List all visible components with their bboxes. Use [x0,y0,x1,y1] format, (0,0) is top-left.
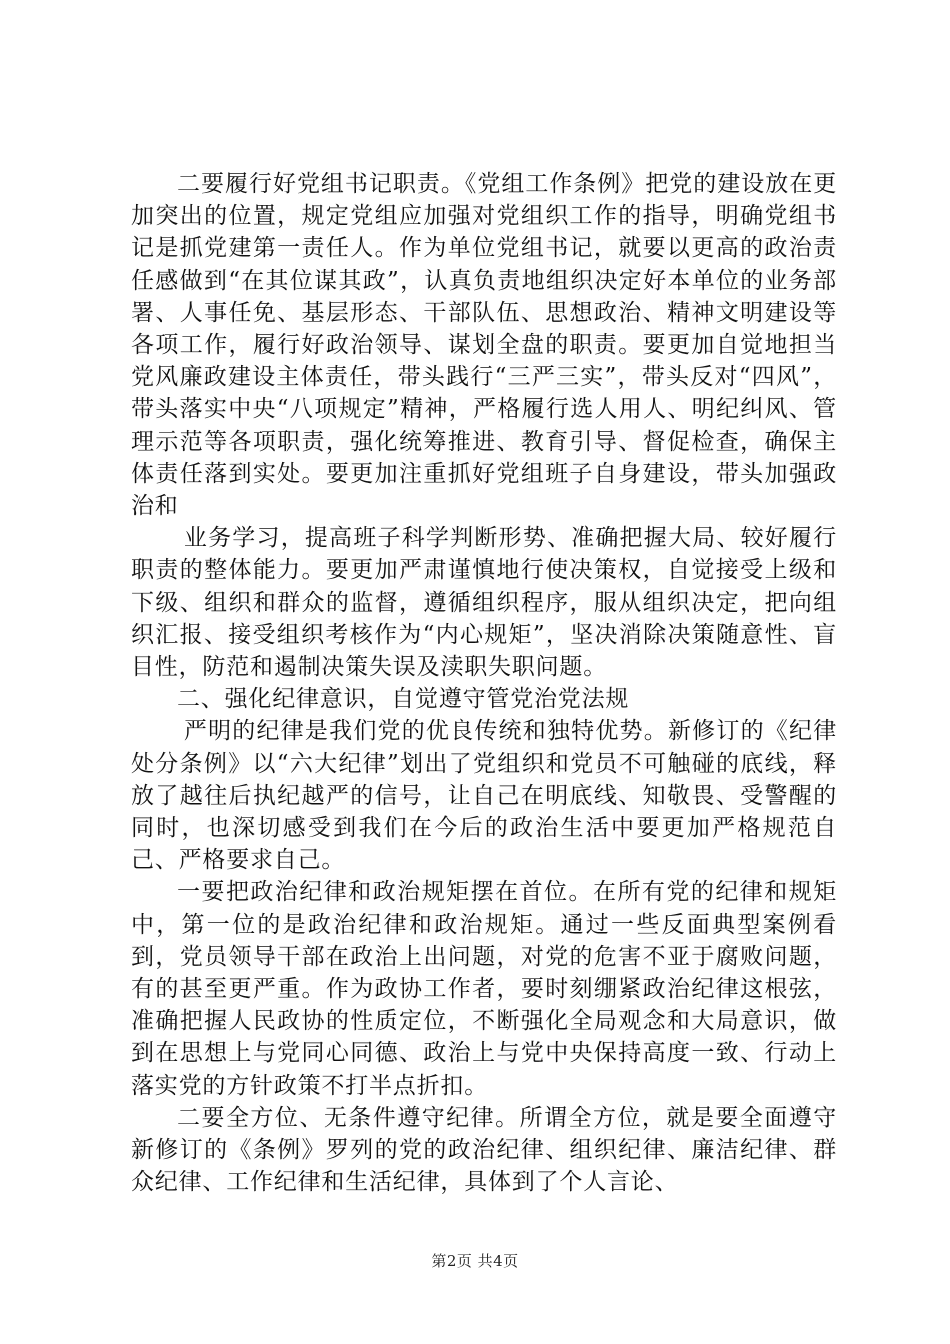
paragraph-study-and-decision: 业务学习，提高班子科学判断形势、准确把握大局、较好履行职责的整体能力。要更加严肃谨慎地行使决策权，自觉接受上级和下级、组织和群众的监督，遵循组织程序，服从组织决定，把向组织汇报、接受组织考核作为“内心规矩”，坚决消除决策随意性、盲目性，防范和遏制决策失误及渎职失职问题。 [131,525,837,681]
paragraph-all-round-discipline: 二要全方位、无条件遵守纪律。所谓全方位，就是要全面遵守新修订的《条例》罗列的党的政治纪律、组织纪律、廉洁纪律、群众纪律、工作纪律和生活纪律，具体到了个人言论、 [131,1104,837,1196]
page-footer: 第2页 共4页 [431,1252,519,1270]
document-body [131,168,837,1199]
paragraph-strict-discipline: 严明的纪律是我们党的优良传统和独特优势。新修订的《纪律处分条例》以“六大纪律”划出了党组织和党员不可触碰的底线，释放了越往后执纪越严的信号，让自己在明底线、知敬畏、受警醒的同时，也深切感受到我们在今后的政治生活中要更加严格规范自己、严格要求自己。 [131,718,837,874]
paragraph-party-secretary-duties: 二要履行好党组书记职责。《党组工作条例》把党的建设放在更加突出的位置，规定党组应加强对党组织工作的指导，明确党组书记是抓党建第一责任人。作为单位党组书记，就要以更高的政治责任感做到“在其位谋其政”，认真负责地组织决定好本单位的业务部署、人事任免、基层形态、干部队伍、思想政治、精神文明建设等各项工作，履行好政治领导、谋划全盘的职责。要更加自觉地担当党风廉政建设主体责任，带头践行“三严三实”，带头反对“四风”，带头落实中央“八项规定”精神，严格履行选人用人、明纪纠风、管理示范等各项职责，强化统筹推进、教育引导、督促检查，确保主体责任落到实处。要更加注重抓好党组班子自身建设，带头加强政治和 [131,171,837,520]
section-heading-discipline: 二、强化纪律意识，自觉遵守管党治党法规 [177,686,630,713]
paragraph-political-discipline: 一要把政治纪律和政治规矩摆在首位。在所有党的纪律和规矩中，第一位的是政治纪律和政治规矩。通过一些反面典型案例看到，党员领导干部在政治上出问题，对党的危害不亚于腐败问题，有的甚至更严重。作为政协工作者，要时刻绷紧政治纪律这根弦，准确把握人民政协的性质定位，不断强化全局观念和大局意识，做到在思想上与党同心同德、政治上与党中央保持高度一致、行动上落实党的方针政策不打半点折扣。 [131,879,837,1099]
